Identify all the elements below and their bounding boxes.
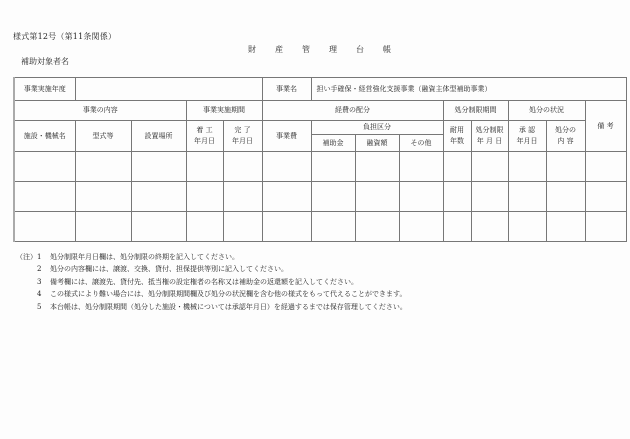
cell-approval-date[interactable] (508, 182, 546, 212)
cell-useful-life[interactable] (443, 152, 471, 182)
cell-start-date[interactable] (186, 182, 223, 212)
note-item (16, 288, 407, 300)
col-location: 設置場所 (131, 121, 186, 152)
note-text: 本台帳は、処分制限期間（処分した施設・機械については承認年月日）を経過するまでは保存管理してください。 (50, 302, 407, 311)
col-limit-date-line1: 処分制限 (475, 126, 504, 134)
col-limit-date-line2: 年 月 日 (476, 137, 503, 145)
col-model: 型式等 (75, 121, 131, 152)
col-useful-life-line1: 耐用 (450, 126, 464, 134)
cell-loan[interactable] (355, 212, 399, 242)
title-char: 帳 (383, 45, 391, 54)
cell-remarks[interactable] (585, 212, 626, 242)
note-text: 処分の内容欄には、譲渡、交換、貸付、担保提供等別に記入してください。 (50, 265, 288, 274)
cell-limit-date[interactable] (471, 152, 508, 182)
cell-approval-date[interactable] (508, 152, 546, 182)
note-text: 処分制限年月日欄は、処分制限の終期を記入してください。 (50, 253, 239, 261)
cell-subsidy[interactable] (311, 152, 355, 182)
col-subsidy: 補助金 (311, 135, 355, 152)
col-useful-life-line2: 年数 (450, 137, 464, 145)
cell-loan[interactable] (355, 182, 399, 212)
title-char: 管 (302, 45, 310, 54)
col-complete-line2: 年月日 (232, 137, 253, 145)
project-info-row (14, 78, 626, 101)
notes-section (16, 251, 407, 313)
col-complete-line1: 完 了 (234, 126, 251, 134)
col-complete-date (223, 121, 262, 152)
cell-disposal-content[interactable] (546, 182, 585, 212)
cell-useful-life[interactable] (443, 212, 471, 242)
project-name-label: 事業名 (262, 78, 311, 101)
col-start-line1: 着 工 (196, 126, 213, 134)
cell-subsidy[interactable] (311, 212, 355, 242)
col-disposal-content (546, 121, 585, 152)
cell-limit-date[interactable] (471, 182, 508, 212)
header-disposal-status: 処分の状況 (508, 101, 585, 121)
col-useful-life (443, 121, 471, 152)
cell-model[interactable] (75, 182, 131, 212)
col-disposal-content-line1: 処分の (555, 126, 576, 134)
col-other: その他 (399, 135, 443, 152)
note-item (16, 251, 407, 263)
notes-label: （注） (16, 253, 37, 261)
header-disposal-limit: 処分制限期間 (443, 101, 508, 121)
cell-model[interactable] (75, 152, 131, 182)
header-remarks: 備 考 (585, 101, 626, 152)
cell-disposal-content[interactable] (546, 212, 585, 242)
col-limit-date (471, 121, 508, 152)
header-period: 事業実施期間 (186, 101, 262, 121)
cell-complete-date[interactable] (223, 152, 262, 182)
col-start-date (186, 121, 223, 152)
cell-remarks[interactable] (585, 152, 626, 182)
project-name-value: 担い手確保・経営強化支援事業（融資主体型補助事業） (311, 78, 626, 101)
title-char: 理 (329, 45, 337, 54)
title-char: 産 (275, 45, 283, 54)
note-item (16, 301, 407, 313)
cell-facility[interactable] (14, 182, 75, 212)
cell-approval-date[interactable] (508, 212, 546, 242)
cell-project-cost[interactable] (262, 152, 311, 182)
cell-useful-life[interactable] (443, 182, 471, 212)
asset-ledger-table (13, 77, 627, 242)
cell-facility[interactable] (14, 212, 75, 242)
cell-loan[interactable] (355, 152, 399, 182)
table-row (14, 152, 626, 182)
cell-complete-date[interactable] (223, 212, 262, 242)
cell-facility[interactable] (14, 152, 75, 182)
cell-other[interactable] (399, 152, 443, 182)
col-disposal-content-line2: 内 容 (557, 137, 574, 145)
col-approval-date (508, 121, 546, 152)
cell-complete-date[interactable] (223, 182, 262, 212)
note-number: 3 (37, 277, 42, 286)
cell-other[interactable] (399, 212, 443, 242)
title-char: 財 (248, 45, 256, 54)
col-loan: 融資額 (355, 135, 399, 152)
cell-other[interactable] (399, 182, 443, 212)
column-header-row (14, 121, 626, 135)
col-approval-line1: 承 認 (518, 126, 536, 134)
cell-location[interactable] (131, 182, 186, 212)
year-input[interactable] (75, 78, 262, 101)
cell-disposal-content[interactable] (546, 152, 585, 182)
cell-model[interactable] (75, 212, 131, 242)
note-item (16, 276, 407, 288)
note-number: 4 (37, 290, 42, 299)
col-burden: 負担区分 (311, 121, 443, 135)
cell-location[interactable] (131, 212, 186, 242)
cell-location[interactable] (131, 152, 186, 182)
header-content: 事業の内容 (14, 101, 186, 121)
cell-start-date[interactable] (186, 152, 223, 182)
cell-remarks[interactable] (585, 182, 626, 212)
cell-start-date[interactable] (186, 212, 223, 242)
cell-limit-date[interactable] (471, 212, 508, 242)
note-text: この様式により難い場合には、処分制限期間欄及び処分の状況欄を含む他の様式をもって代えることができます。 (50, 290, 407, 299)
page-title (248, 44, 410, 55)
note-item (16, 263, 407, 275)
table-row (14, 182, 626, 212)
cell-subsidy[interactable] (311, 182, 355, 212)
cell-project-cost[interactable] (262, 182, 311, 212)
header-cost-allocation: 経費の配分 (262, 101, 443, 121)
note-number: 2 (37, 265, 42, 274)
form-number: 様式第12号（第11条関係） (13, 32, 117, 41)
table-row (14, 212, 626, 242)
col-facility: 施設・機械名 (14, 121, 75, 152)
group-header-row (14, 101, 626, 121)
recipient-label: 補助対象者名 (21, 57, 69, 66)
note-text: 備考欄には、譲渡先、貸付先、抵当権の設定権者の名称又は補助金の返還額を記入してください。 (50, 277, 358, 286)
col-project-cost: 事業費 (262, 121, 311, 152)
title-char: 台 (356, 45, 364, 54)
cell-project-cost[interactable] (262, 212, 311, 242)
col-approval-line2: 年月日 (516, 137, 538, 145)
col-start-line2: 年月日 (194, 137, 215, 145)
note-number: 1 (37, 253, 42, 261)
year-label: 事業実施年度 (14, 78, 75, 101)
note-number: 5 (37, 302, 42, 311)
